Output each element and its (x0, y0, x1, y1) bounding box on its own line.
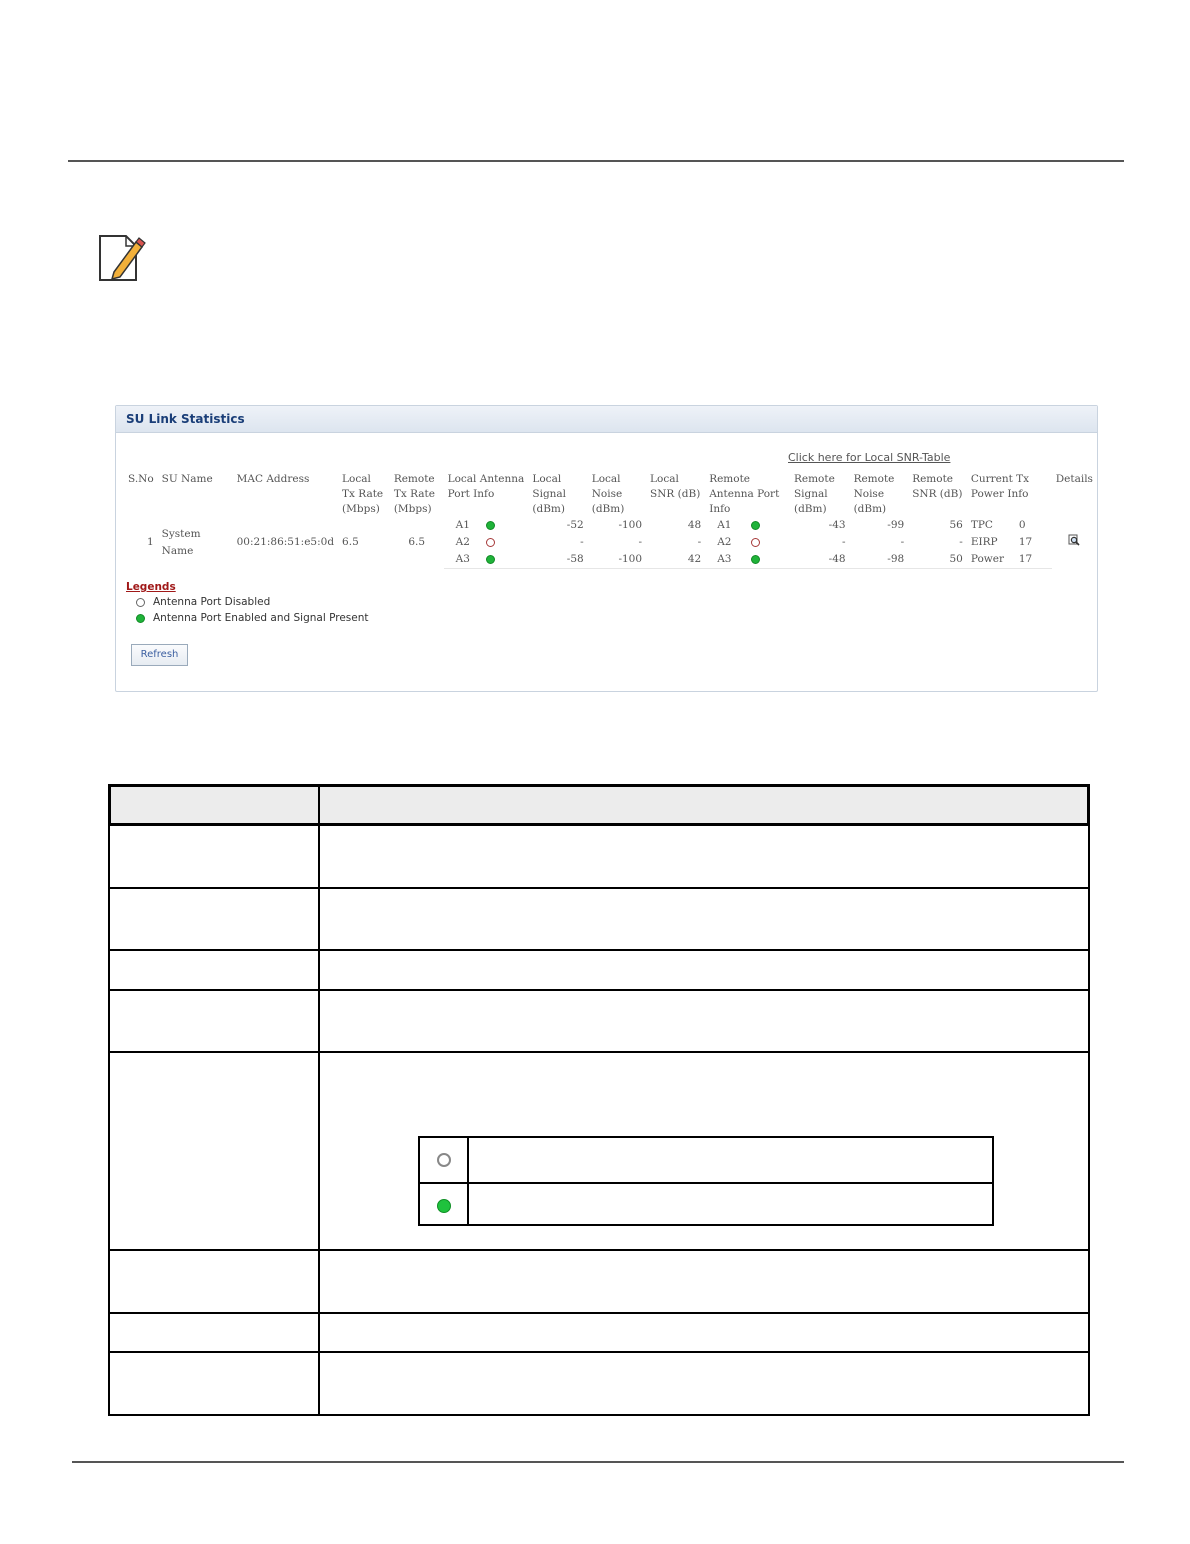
local-snr-table-link[interactable]: Click here for Local SNR-Table (788, 451, 951, 464)
local-port-label: A3 (455, 553, 470, 565)
legend-box-divider (420, 1182, 992, 1184)
power-value: 0 (1018, 519, 1026, 531)
legends-title: Legends (126, 581, 176, 593)
cell-local-port (444, 534, 529, 551)
note-pencil-icon (96, 228, 146, 284)
power-label: TPC (970, 519, 993, 531)
cell-local-snr: 42 (646, 551, 705, 569)
remote-port-label: A1 (717, 519, 732, 531)
col-local-signal: Local Signal (dBm) (532, 473, 567, 515)
port-disabled-icon (486, 538, 495, 547)
remote-port-label: A3 (717, 553, 732, 565)
cell-local-signal: -58 (528, 551, 587, 569)
power-label: EIRP (970, 536, 998, 548)
cell-local-noise: - (638, 536, 643, 548)
cell-mac: 00:21:86:51:e5:0d (236, 536, 335, 549)
cell-local-signal: - (580, 536, 584, 548)
port-disabled-icon (136, 598, 145, 607)
power-label: Power (970, 553, 1004, 565)
cell-remote-tx: 6.5 (408, 536, 426, 549)
power-value: 17 (1018, 536, 1033, 548)
col-su-name: SU Name (161, 473, 213, 485)
table-row (124, 517, 1097, 534)
table-bottom-border (108, 1414, 1090, 1416)
top-rule (68, 160, 1124, 162)
row-divider (108, 1051, 1090, 1053)
cell-su-name: System Name (161, 527, 201, 557)
cell-local-signal: -52 (566, 519, 584, 531)
signal-present-icon (751, 521, 760, 530)
table-left-border (108, 826, 110, 1416)
row-divider (108, 887, 1090, 889)
legend-disabled (136, 596, 270, 608)
cell-remote-port (705, 534, 790, 551)
signal-present-icon (486, 555, 495, 564)
col-remote-tx: Remote Tx Rate (Mbps) (393, 473, 435, 515)
row-divider (108, 1249, 1090, 1251)
col-sno: S.No (128, 473, 154, 485)
cell-local-port (444, 551, 529, 569)
cell-remote-noise: - (900, 536, 905, 548)
header-divider (318, 784, 320, 826)
cell-local-noise: -100 (588, 551, 646, 569)
cell-remote-signal: - (842, 536, 846, 548)
col-remote-snr: Remote SNR (dB) (912, 473, 963, 500)
cell-sno: 1 (146, 536, 154, 549)
signal-present-icon (486, 521, 495, 530)
cell-details (1052, 517, 1097, 569)
cell-local-tx: 6.5 (342, 536, 359, 549)
row-divider (108, 949, 1090, 951)
description-table (108, 784, 1090, 1416)
col-tx-power: Current Tx Power Info (970, 473, 1030, 500)
cell-tx-power (967, 517, 1052, 534)
cell-local-snr: 48 (687, 519, 702, 531)
table-column-divider (318, 826, 320, 1416)
col-remote-antenna: Remote Antenna Port Info (709, 473, 780, 515)
cell-tx-power (967, 551, 1052, 569)
col-local-antenna: Local Antenna Port Info (447, 473, 525, 500)
cell-tx-power (967, 534, 1052, 551)
table-right-border (1088, 826, 1090, 1416)
port-disabled-icon (751, 538, 760, 547)
cell-remote-snr: 56 (949, 519, 963, 531)
col-mac: MAC Address (236, 473, 310, 485)
su-link-table (124, 472, 1097, 569)
cell-remote-port (705, 551, 790, 569)
legend-enabled-label: Antenna Port Enabled and Signal Present (153, 612, 369, 624)
cell-local-noise: -100 (618, 519, 643, 531)
cell-remote-port (705, 517, 790, 534)
signal-present-icon (437, 1199, 451, 1213)
description-header-row (108, 784, 1090, 826)
cell-local-port (444, 517, 529, 534)
col-details: Details (1055, 473, 1093, 485)
row-divider (108, 1312, 1090, 1314)
col-local-tx: Local Tx Rate (Mbps) (342, 473, 384, 515)
power-value: 17 (1018, 553, 1033, 565)
legend-disabled-label: Antenna Port Disabled (153, 596, 271, 608)
row-divider (108, 989, 1090, 991)
legend-enabled (136, 612, 369, 624)
cell-remote-signal: -48 (790, 551, 850, 569)
legend-symbol-box (418, 1136, 994, 1226)
magnifier-icon[interactable] (1068, 534, 1080, 546)
port-disabled-icon (437, 1153, 451, 1167)
cell-remote-snr: 50 (908, 551, 967, 569)
local-port-label: A1 (455, 519, 470, 531)
col-local-snr: Local SNR (dB) (650, 473, 701, 500)
table-header-row (124, 472, 1097, 517)
bottom-rule (72, 1461, 1124, 1463)
col-remote-noise: Remote Noise (dBm) (853, 473, 895, 515)
panel-title: SU Link Statistics (116, 406, 1097, 433)
col-local-noise: Local Noise (dBm) (591, 473, 625, 515)
cell-local-snr: - (697, 536, 702, 548)
cell-remote-snr: - (959, 536, 963, 548)
local-port-label: A2 (455, 536, 470, 548)
row-divider (108, 1351, 1090, 1353)
signal-present-icon (751, 555, 760, 564)
signal-present-icon (136, 614, 145, 623)
cell-remote-signal: -43 (828, 519, 846, 531)
col-remote-signal: Remote Signal (dBm) (793, 473, 835, 515)
refresh-button[interactable]: Refresh (131, 644, 188, 666)
legend-box-divider (467, 1138, 469, 1224)
cell-remote-noise: -98 (850, 551, 909, 569)
cell-remote-noise: -99 (887, 519, 905, 531)
su-link-statistics-panel (115, 405, 1098, 692)
remote-port-label: A2 (717, 536, 732, 548)
